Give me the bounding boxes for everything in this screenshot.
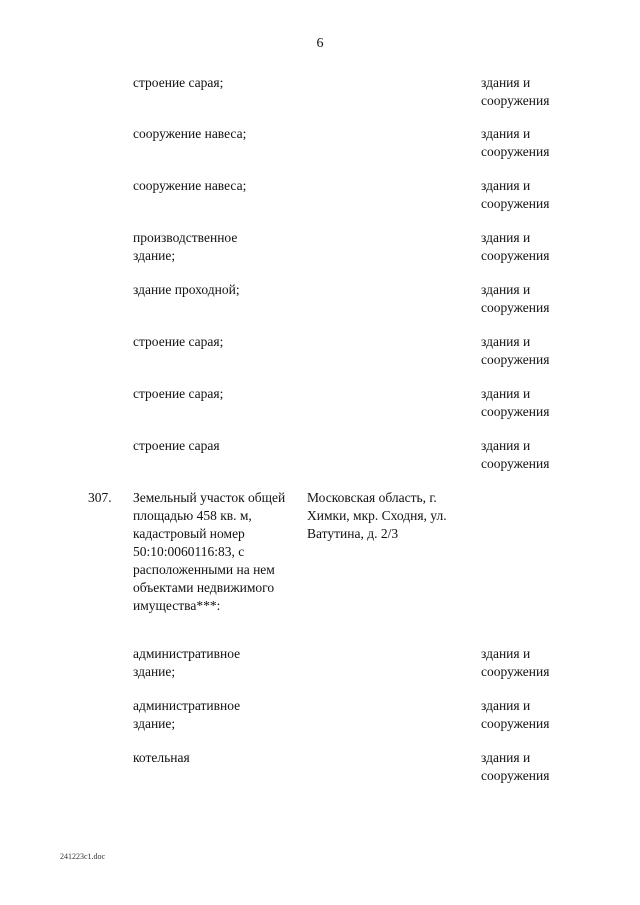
object-description: административное здание;	[133, 698, 241, 731]
object-kind: здания и сооружения	[481, 126, 550, 159]
object-kind: здания и сооружения	[481, 178, 550, 211]
object-address: Московская область, г. Химки, мкр. Сходня, ул. Ватутина, д. 2/3	[307, 490, 447, 541]
object-kind: здания и сооружения	[481, 386, 550, 419]
object-kind: здания и сооружения	[481, 438, 550, 471]
object-kind: здания и сооружения	[481, 75, 550, 108]
object-kind: здания и сооружения	[481, 750, 550, 783]
object-description: сооружение навеса;	[133, 126, 247, 141]
page-number: 6	[316, 36, 324, 51]
object-description: производственное здание;	[133, 230, 238, 263]
object-kind: здания и сооружения	[481, 334, 550, 367]
object-description: строение сарая;	[133, 75, 224, 90]
object-description: строение сарая;	[133, 334, 224, 349]
object-description: строение сарая;	[133, 386, 224, 401]
object-kind: здания и сооружения	[481, 282, 550, 315]
object-description: строение сарая	[133, 438, 220, 453]
object-kind: здания и сооружения	[481, 230, 550, 263]
row-number: 307.	[88, 490, 112, 505]
object-description: здание проходной;	[133, 282, 240, 297]
document-filename: 241223c1.doc	[60, 852, 106, 861]
object-kind: здания и сооружения	[481, 646, 550, 679]
object-description: сооружение навеса;	[133, 178, 247, 193]
object-description: Земельный участок общей площадью 458 кв. м, кадастровый номер 50:10:0060116:83, с расположенными на нем объектами недвижимого имущества***:	[133, 490, 286, 613]
object-description: административное здание;	[133, 646, 241, 679]
object-kind: здания и сооружения	[481, 698, 550, 731]
object-description: котельная	[133, 750, 190, 765]
